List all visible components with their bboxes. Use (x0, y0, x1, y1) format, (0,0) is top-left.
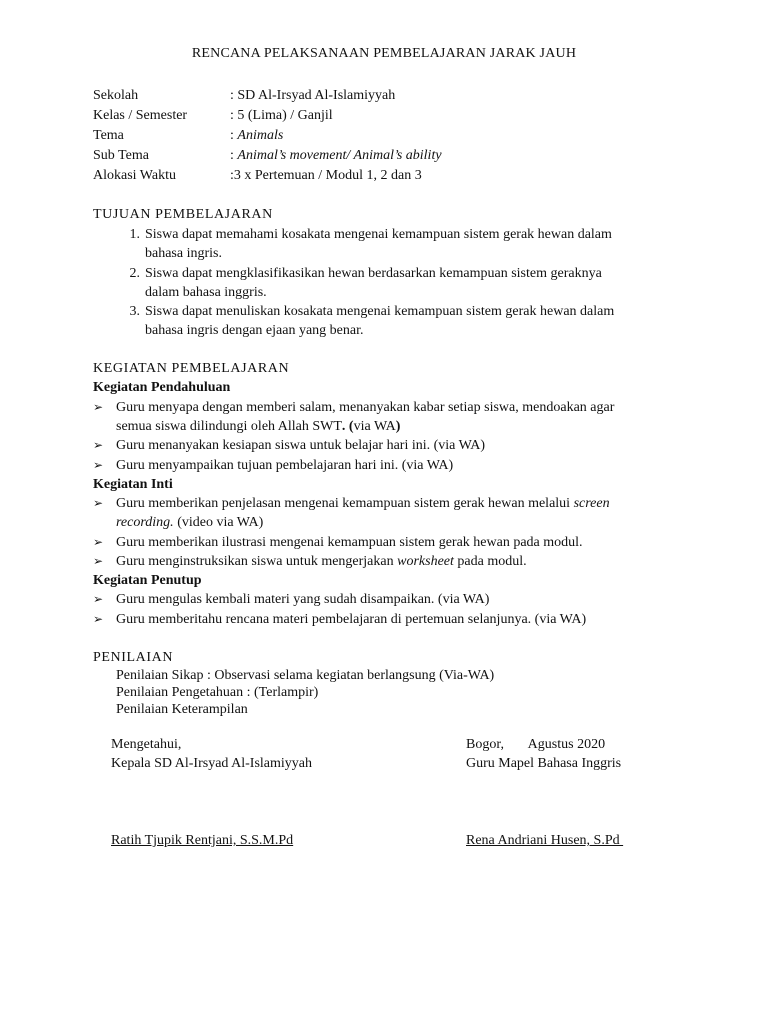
kegiatan-inti-title: Kegiatan Inti (93, 477, 173, 492)
pendahuluan-item-1-cont-d: ) (395, 419, 401, 434)
signature-left-name: Ratih Tjupik Rentjani, S.S.M.Pd (111, 833, 294, 848)
inti-item-3-a: Guru menginstruksikan siswa untuk mengerjakan (116, 554, 398, 569)
kegiatan-pendahuluan-title: Kegiatan Pendahuluan (93, 380, 231, 395)
info-value-tema-prefix: : (230, 128, 238, 143)
info-value-sekolah: : SD Al-Irsyad Al-Islamiyyah (230, 88, 396, 103)
arrow-bullet-icon: ➢ (93, 554, 104, 568)
penilaian-item: Penilaian Keterampilan (116, 702, 248, 717)
arrow-bullet-icon: ➢ (93, 612, 104, 626)
info-value-kelas: : 5 (Lima) / Ganjil (230, 108, 333, 123)
info-value-alokasi: :3 x Pertemuan / Modul 1, 2 dan 3 (230, 168, 422, 183)
document-title: RENCANA PELAKSANAAN PEMBELAJARAN JARAK JAUH (191, 46, 577, 61)
penutup-item-2: Guru memberitahu rencana materi pembelajaran di pertemuan selanjunya. (via WA) (116, 612, 587, 627)
inti-item-1-a: Guru memberikan penjelasan mengenai kemampuan sistem gerak hewan melalui (116, 496, 574, 511)
inti-item-1 (116, 494, 610, 514)
inti-item-3-b: worksheet (397, 554, 454, 569)
arrow-bullet-icon: ➢ (93, 535, 104, 549)
inti-item-3 (116, 552, 527, 572)
arrow-bullet-icon: ➢ (93, 400, 104, 414)
arrow-bullet-icon: ➢ (93, 496, 104, 510)
tujuan-item-text: Siswa dapat mengklasifikasikan hewan berdasarkan kemampuan sistem geraknya (145, 266, 602, 281)
info-label-subtema: Sub Tema (93, 148, 149, 163)
pendahuluan-item-1: Guru menyapa dengan memberi salam, menanyakan kabar setiap siswa, mendoakan agar (116, 400, 615, 415)
pendahuluan-item-1-cont-b: . ( (341, 419, 354, 434)
signature-right-name: Rena Andriani Husen, S.Pd (466, 833, 624, 848)
info-value-tema-italic: Animals (237, 128, 284, 143)
info-label-alokasi: Alokasi Waktu (93, 168, 176, 183)
info-label-kelas: Kelas / Semester (93, 108, 188, 123)
signature-left-line1: Mengetahui, (111, 737, 182, 752)
tujuan-item-text: Siswa dapat menuliskan kosakata mengenai kemampuan sistem gerak hewan dalam (145, 304, 615, 319)
signature-right-line1: Bogor, Agustus 2020 (466, 737, 606, 752)
penilaian-item: Penilaian Sikap : Observasi selama kegiatan berlangsung (Via-WA) (116, 668, 495, 683)
signature-right-line2: Guru Mapel Bahasa Inggris (466, 756, 622, 771)
inti-item-1-d: (video via WA) (173, 515, 264, 530)
inti-item-1-b: screen (573, 496, 610, 511)
pendahuluan-item-3: Guru menyampaikan tujuan pembelajaran hari ini. (via WA) (116, 458, 454, 473)
info-label-sekolah: Sekolah (93, 88, 139, 103)
info-label-tema: Tema (93, 128, 124, 143)
tujuan-item-text-cont: dalam bahasa inggris. (145, 285, 267, 300)
tujuan-item-text: Siswa dapat memahami kosakata mengenai kemampuan sistem gerak hewan dalam (145, 227, 612, 242)
info-value-subtema (230, 146, 442, 166)
pendahuluan-item-1-cont-c: via WA (353, 419, 396, 434)
pendahuluan-item-1-cont-a: semua siswa dilindungi oleh Allah SWT (116, 419, 342, 434)
tujuan-item-number: 2. (129, 266, 140, 281)
tujuan-item-text-cont: bahasa ingris. (145, 246, 222, 261)
kegiatan-penutup-title: Kegiatan Penutup (93, 573, 202, 588)
arrow-bullet-icon: ➢ (93, 438, 104, 452)
info-value-subtema-italic: Animal’s movement/ Animal’s ability (237, 148, 442, 163)
info-value-tema (230, 126, 283, 146)
info-value-subtema-prefix: : (230, 148, 238, 163)
arrow-bullet-icon: ➢ (93, 458, 104, 472)
penilaian-heading: PENILAIAN (93, 650, 174, 665)
penilaian-item: Penilaian Pengetahuan : (Terlampir) (116, 685, 319, 700)
tujuan-item-number: 3. (129, 304, 140, 319)
kegiatan-heading: KEGIATAN PEMBELAJARAN (93, 361, 290, 376)
tujuan-item-text-cont: bahasa ingris dengan ejaan yang benar. (145, 323, 364, 338)
inti-item-1-cont (116, 513, 263, 533)
pendahuluan-item-1-cont (116, 417, 400, 437)
penutup-item-1: Guru mengulas kembali materi yang sudah disampaikan. (via WA) (116, 592, 490, 607)
inti-item-3-c: pada modul. (453, 554, 527, 569)
inti-item-2: Guru memberikan ilustrasi mengenai kemampuan sistem gerak hewan pada modul. (116, 535, 583, 550)
signature-left-line2: Kepala SD Al-Irsyad Al-Islamiyyah (111, 756, 313, 771)
inti-item-1-c: recording. (116, 515, 174, 530)
arrow-bullet-icon: ➢ (93, 592, 104, 606)
tujuan-item-number: 1. (129, 227, 140, 242)
pendahuluan-item-2: Guru menanyakan kesiapan siswa untuk belajar hari ini. (via WA) (116, 438, 486, 453)
tujuan-heading: TUJUAN PEMBELAJARAN (93, 207, 273, 222)
